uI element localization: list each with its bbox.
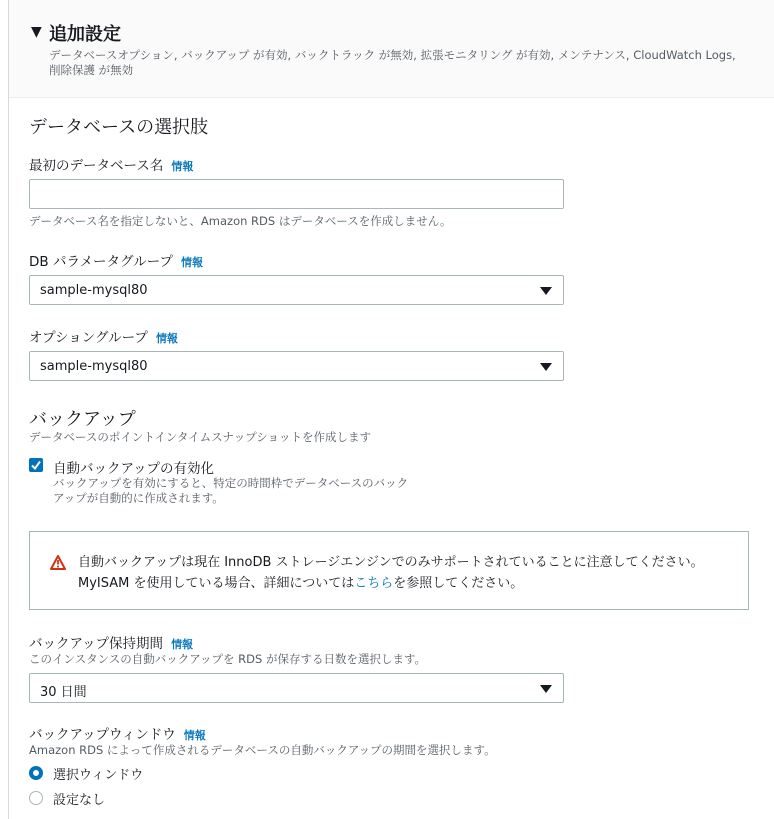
alert-message: [78, 552, 728, 594]
warning-icon: [50, 555, 66, 570]
backup-window-radio-select[interactable]: [29, 766, 43, 780]
section-header-summary: データベースオプション, バックアップ が有効, バックトラック が無効, 拡張モニタリング が有効, メンテナンス, CloudWatch Logs, 削除保護 が無効: [49, 48, 736, 77]
initial-db-name-input[interactable]: [29, 179, 564, 209]
info-link[interactable]: 情報: [183, 729, 206, 742]
db-parameter-group-select[interactable]: [29, 275, 564, 305]
alert-link[interactable]: こちら: [354, 576, 394, 591]
auto-backup-label[interactable]: 自動バックアップの有効化: [53, 461, 215, 477]
info-link[interactable]: 情報: [180, 256, 203, 269]
info-link[interactable]: 情報: [155, 332, 178, 345]
db-parameter-group-label-text: DB パラメータグループ: [29, 254, 173, 270]
option-group-label: [29, 326, 178, 346]
backup-window-hint: Amazon RDS によって作成されるデータベースの自動バックアップの期間を選択します。: [29, 743, 496, 757]
alert-text: 自動バックアップは現在 InnoDB ストレージエンジンでのみサポートされていることに注意してください。MyISAM を使用している場合、詳細については: [78, 555, 704, 591]
backup-window-option-label[interactable]: 選択ウィンドウ: [53, 768, 144, 783]
backup-title: バックアップ: [29, 409, 136, 430]
backup-window-label-text: バックアップウィンドウ: [29, 727, 176, 743]
auto-backup-checkbox[interactable]: [29, 458, 43, 472]
retention-hint: このインスタンスの自動バックアップを RDS が保存する日数を選択します。: [29, 652, 427, 666]
caret-down-icon: [540, 363, 552, 371]
backup-window-option-label[interactable]: 設定なし: [53, 793, 106, 808]
retention-label-text: バックアップ保持期間: [29, 636, 164, 652]
backup-description: データベースのポイントインタイムスナップショットを作成します: [29, 430, 372, 444]
retention-select[interactable]: [29, 673, 564, 703]
auto-backup-hint: [53, 476, 408, 506]
option-group-value: sample-mysql80: [40, 359, 148, 374]
backup-window-label: [29, 723, 206, 743]
retention-value: 30 日間: [40, 685, 87, 700]
backup-warning-alert: [29, 531, 749, 610]
caret-down-icon: [540, 685, 552, 693]
initial-db-name-label: [29, 154, 193, 174]
auto-backup-hint-line: バックアップを有効にすると、特定の時間枠でデータベースのバック: [53, 476, 409, 490]
database-options-title: データベースの選択肢: [29, 117, 209, 138]
db-parameter-group-value: sample-mysql80: [40, 283, 148, 298]
initial-db-name-label-text: 最初のデータベース名: [29, 158, 164, 174]
initial-db-name-hint: データベース名を指定しないと、Amazon RDS はデータベースを作成しません。: [29, 214, 452, 228]
check-icon: [30, 459, 42, 471]
db-parameter-group-label: [29, 250, 203, 270]
additional-settings-panel: [8, 0, 774, 819]
caret-down-icon[interactable]: ▼: [31, 24, 42, 40]
backup-window-radio-none[interactable]: [29, 791, 43, 805]
caret-down-icon: [540, 287, 552, 295]
option-group-label-text: オプショングループ: [29, 330, 148, 346]
section-header-title[interactable]: 追加設定: [49, 24, 121, 45]
alert-text-end: を参照してください。: [393, 576, 524, 591]
option-group-select[interactable]: [29, 351, 564, 381]
retention-label: [29, 632, 193, 652]
expandable-section-header[interactable]: [9, 0, 774, 98]
info-link[interactable]: 情報: [171, 160, 194, 173]
auto-backup-hint-line: アップが自動的に作成されます。: [53, 491, 224, 505]
info-link[interactable]: 情報: [171, 638, 194, 651]
